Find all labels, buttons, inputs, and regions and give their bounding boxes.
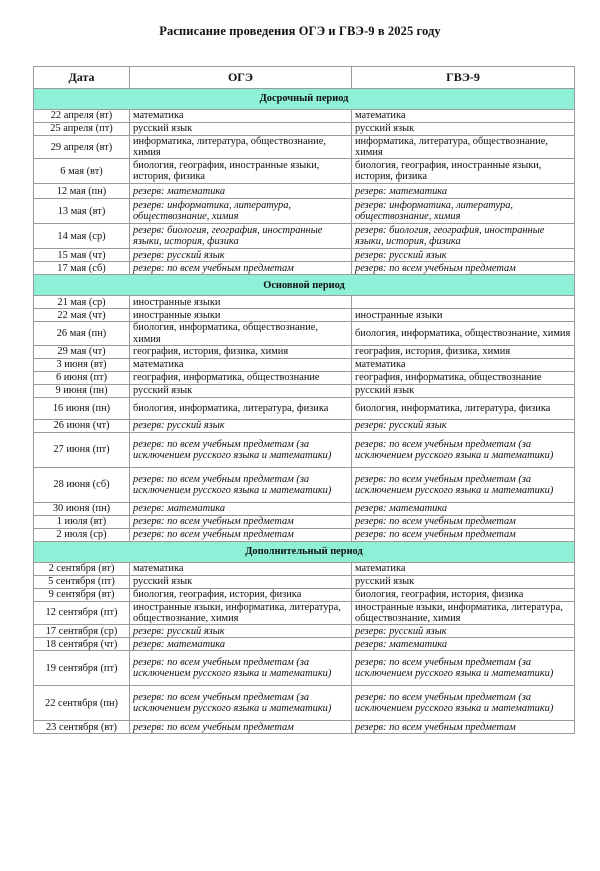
gve-cell: резерв: русский язык xyxy=(352,625,575,638)
gve-cell: резерв: по всем учебным предметам xyxy=(352,262,575,275)
table-row xyxy=(34,224,575,249)
oge-cell: резерв: русский язык xyxy=(130,419,352,432)
date-cell: 29 мая (чт) xyxy=(34,345,130,358)
gve-cell: биология, информатика, обществознание, химия xyxy=(352,322,575,345)
oge-cell: резерв: математика xyxy=(130,502,352,515)
date-cell: 5 сентября (пт) xyxy=(34,575,130,588)
period-title: Основной период xyxy=(34,275,575,296)
gve-cell: биология, информатика, литература, физика xyxy=(352,397,575,419)
date-cell: 26 июня (чт) xyxy=(34,419,130,432)
date-cell: 25 апреля (пт) xyxy=(34,123,130,136)
gve-cell: математика xyxy=(352,358,575,371)
table-row xyxy=(34,651,575,686)
table-row xyxy=(34,296,575,309)
date-cell: 17 сентября (ср) xyxy=(34,625,130,638)
period-row xyxy=(34,541,575,562)
oge-cell: резерв: русский язык xyxy=(130,249,352,262)
gve-cell: география, информатика, обществознание xyxy=(352,371,575,384)
oge-cell: биология, информатика, обществознание, химия xyxy=(130,322,352,345)
table-row xyxy=(34,345,575,358)
date-cell: 2 сентября (вт) xyxy=(34,562,130,575)
gve-cell: русский язык xyxy=(352,575,575,588)
oge-cell: биология, география, история, физика xyxy=(130,588,352,601)
schedule-body xyxy=(34,89,575,734)
gve-cell: иностранные языки, информатика, литература, обществознание, химия xyxy=(352,601,575,624)
table-row xyxy=(34,686,575,721)
date-cell: 9 сентября (вт) xyxy=(34,588,130,601)
date-cell: 22 сентября (пн) xyxy=(34,686,130,721)
date-cell: 14 мая (ср) xyxy=(34,224,130,249)
table-row xyxy=(34,588,575,601)
gve-cell: резерв: по всем учебным предметам xyxy=(352,528,575,541)
table-row xyxy=(34,397,575,419)
date-cell: 19 сентября (пт) xyxy=(34,651,130,686)
oge-cell: математика xyxy=(130,562,352,575)
header-oge: ОГЭ xyxy=(130,67,352,89)
table-row xyxy=(34,384,575,397)
table-row xyxy=(34,110,575,123)
table-row xyxy=(34,625,575,638)
oge-cell: математика xyxy=(130,358,352,371)
oge-cell: резерв: по всем учебным предметам xyxy=(130,528,352,541)
date-cell: 13 мая (вт) xyxy=(34,199,130,224)
gve-cell: резерв: по всем учебным предметам (за исключением русского языка и математики) xyxy=(352,467,575,502)
gve-cell: иностранные языки xyxy=(352,309,575,322)
date-cell: 2 июля (ср) xyxy=(34,528,130,541)
date-cell: 23 сентября (вт) xyxy=(34,721,130,734)
date-cell: 9 июня (пн) xyxy=(34,384,130,397)
gve-cell: резерв: математика xyxy=(352,184,575,199)
table-row xyxy=(34,184,575,199)
oge-cell: русский язык xyxy=(130,575,352,588)
table-row xyxy=(34,575,575,588)
date-cell: 22 апреля (вт) xyxy=(34,110,130,123)
oge-cell: информатика, литература, обществознание, химия xyxy=(130,136,352,159)
table-row xyxy=(34,467,575,502)
date-cell: 1 июля (вт) xyxy=(34,515,130,528)
gve-cell: резерв: по всем учебным предметам (за исключением русского языка и математики) xyxy=(352,686,575,721)
oge-cell: резерв: русский язык xyxy=(130,625,352,638)
date-cell: 28 июня (сб) xyxy=(34,467,130,502)
oge-cell: резерв: биология, география, иностранные языки, история, физика xyxy=(130,224,352,249)
table-row xyxy=(34,371,575,384)
date-cell: 18 сентября (чт) xyxy=(34,638,130,651)
table-row xyxy=(34,601,575,624)
gve-cell: резерв: русский язык xyxy=(352,419,575,432)
header-row xyxy=(34,67,575,89)
oge-cell: биология, информатика, литература, физика xyxy=(130,397,352,419)
date-cell: 12 сентября (пт) xyxy=(34,601,130,624)
oge-cell: резерв: по всем учебным предметам (за исключением русского языка и математики) xyxy=(130,432,352,467)
header-date: Дата xyxy=(34,67,130,89)
oge-cell: резерв: по всем учебным предметам (за исключением русского языка и математики) xyxy=(130,467,352,502)
gve-cell: резерв: по всем учебным предметам xyxy=(352,515,575,528)
date-cell: 15 мая (чт) xyxy=(34,249,130,262)
gve-cell: резерв: по всем учебным предметам (за исключением русского языка и математики) xyxy=(352,651,575,686)
date-cell: 12 мая (пн) xyxy=(34,184,130,199)
oge-cell: резерв: по всем учебным предметам xyxy=(130,515,352,528)
document-title: Расписание проведения ОГЭ и ГВЭ-9 в 2025 году xyxy=(159,24,441,38)
table-row xyxy=(34,322,575,345)
oge-cell: математика xyxy=(130,110,352,123)
gve-cell xyxy=(352,296,575,309)
gve-cell: резерв: по всем учебным предметам (за исключением русского языка и математики) xyxy=(352,432,575,467)
date-cell: 30 июня (пн) xyxy=(34,502,130,515)
header-gve: ГВЭ-9 xyxy=(352,67,575,89)
table-row xyxy=(34,432,575,467)
oge-cell: резерв: математика xyxy=(130,184,352,199)
oge-cell: резерв: по всем учебным предметам xyxy=(130,721,352,734)
date-cell: 29 апреля (вт) xyxy=(34,136,130,159)
table-row xyxy=(34,136,575,159)
period-title: Досрочный период xyxy=(34,89,575,110)
table-row xyxy=(34,199,575,224)
table-row xyxy=(34,419,575,432)
oge-cell: резерв: математика xyxy=(130,638,352,651)
table-row xyxy=(34,638,575,651)
date-cell: 17 мая (сб) xyxy=(34,262,130,275)
table-row xyxy=(34,262,575,275)
oge-cell: русский язык xyxy=(130,123,352,136)
gve-cell: информатика, литература, обществознание, химия xyxy=(352,136,575,159)
gve-cell: русский язык xyxy=(352,384,575,397)
table-row xyxy=(34,515,575,528)
period-row xyxy=(34,275,575,296)
table-row xyxy=(34,309,575,322)
period-title: Дополнительный период xyxy=(34,541,575,562)
gve-cell: резерв: математика xyxy=(352,638,575,651)
gve-cell: биология, география, история, физика xyxy=(352,588,575,601)
oge-cell: иностранные языки, информатика, литература, обществознание, химия xyxy=(130,601,352,624)
gve-cell: русский язык xyxy=(352,123,575,136)
table-row xyxy=(34,502,575,515)
table-row xyxy=(34,562,575,575)
gve-cell: резерв: биология, география, иностранные языки, история, физика xyxy=(352,224,575,249)
table-row xyxy=(34,721,575,734)
date-cell: 21 мая (ср) xyxy=(34,296,130,309)
gve-cell: резерв: информатика, литература, обществознание, химия xyxy=(352,199,575,224)
oge-cell: резерв: по всем учебным предметам (за исключением русского языка и математики) xyxy=(130,686,352,721)
oge-cell: биология, география, иностранные языки, история, физика xyxy=(130,159,352,184)
gve-cell: математика xyxy=(352,110,575,123)
date-cell: 6 мая (вт) xyxy=(34,159,130,184)
table-row xyxy=(34,123,575,136)
schedule-table xyxy=(33,66,575,734)
gve-cell: биология, география, иностранные языки, история, физика xyxy=(352,159,575,184)
table-row xyxy=(34,358,575,371)
oge-cell: русский язык xyxy=(130,384,352,397)
table-row xyxy=(34,528,575,541)
date-cell: 26 мая (пн) xyxy=(34,322,130,345)
gve-cell: резерв: по всем учебным предметам xyxy=(352,721,575,734)
gve-cell: география, история, физика, химия xyxy=(352,345,575,358)
oge-cell: иностранные языки xyxy=(130,309,352,322)
oge-cell: география, история, физика, химия xyxy=(130,345,352,358)
gve-cell: резерв: математика xyxy=(352,502,575,515)
date-cell: 22 мая (чт) xyxy=(34,309,130,322)
date-cell: 6 июня (пт) xyxy=(34,371,130,384)
oge-cell: резерв: по всем учебным предметам xyxy=(130,262,352,275)
table-row xyxy=(34,249,575,262)
gve-cell: резерв: русский язык xyxy=(352,249,575,262)
date-cell: 27 июня (пт) xyxy=(34,432,130,467)
table-row xyxy=(34,159,575,184)
oge-cell: география, информатика, обществознание xyxy=(130,371,352,384)
period-row xyxy=(34,89,575,110)
gve-cell: математика xyxy=(352,562,575,575)
date-cell: 3 июня (вт) xyxy=(34,358,130,371)
oge-cell: резерв: по всем учебным предметам (за исключением русского языка и математики) xyxy=(130,651,352,686)
oge-cell: резерв: информатика, литература, обществознание, химия xyxy=(130,199,352,224)
oge-cell: иностранные языки xyxy=(130,296,352,309)
date-cell: 16 июня (пн) xyxy=(34,397,130,419)
